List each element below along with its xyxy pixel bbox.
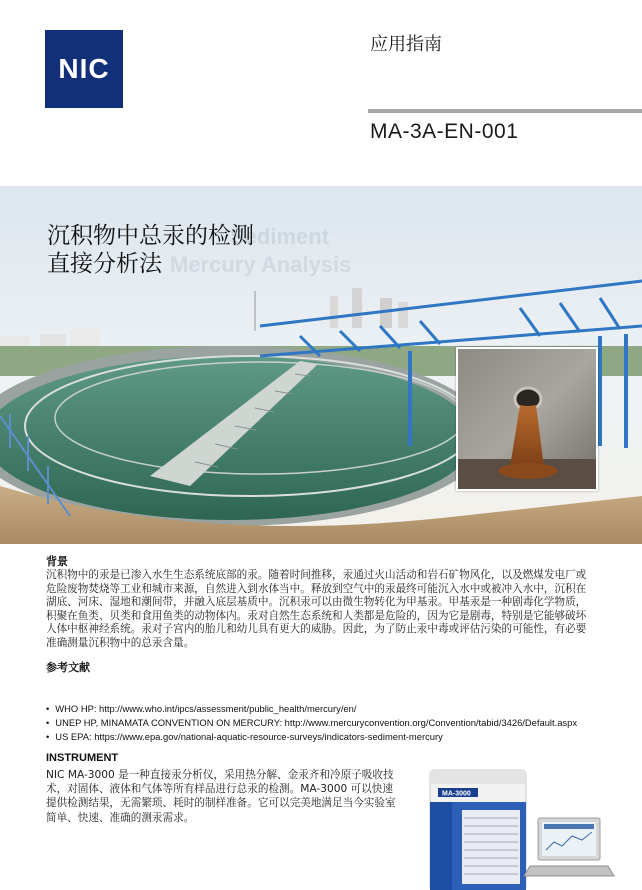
- page-title: [47, 222, 254, 278]
- ma-3000-product-image: [412, 766, 642, 890]
- references-heading: 参考文献: [46, 661, 90, 674]
- reference-item-epa: • US EPA: https://www.epa.gov/national-aquatic-resource-surveys/indicators-sediment-mercury: [46, 730, 606, 744]
- nic-logo: [45, 30, 123, 108]
- background-heading: 背景: [46, 555, 68, 568]
- hero-ghost-title-1: Sediment: [230, 224, 330, 249]
- device-label: MA-3000: [442, 790, 471, 798]
- inset-photo-outflow-pipe: [456, 347, 598, 491]
- document-type-label: 应用指南: [370, 34, 442, 55]
- header-divider: [368, 109, 642, 113]
- instrument-text: NIC MA-3000 是一种直接汞分析仪，采用热分解、金汞齐和冷原子吸收技术，对固体、液体和气体等所有样品进行总汞的检测。MA-3000 可以快速提供检测结果，无需繁琐、耗时的制样准备。它可以完美地满足当今实验室简单、快速、准确的测汞需求。: [46, 769, 396, 824]
- document-code: MA-3A-EN-001: [370, 120, 519, 143]
- page-title-line-2: 直接分析法: [47, 251, 162, 277]
- instrument-heading: INSTRUMENT: [46, 752, 119, 764]
- background-text: 沉积物中的汞是已渗入水生生态系统底部的汞。随着时间推移，汞通过火山活动和岩石矿物风化，以及燃煤发电厂或危险废物焚烧等工业和城市来源，自然进入到水体当中。释放到空气中的汞最终可能沉入水中或被冲入水中，沉积在湖底、河床、湿地和潮间带，并融入底层基质中。沉积汞可以由微生物转化为甲基汞。甲基汞是一种剧毒化学物质，积聚在鱼类、贝类和食用鱼类的动物体内。汞对自然生态系统和人类都是危险的，因为它是剧毒，特别是它能够破坏人体中枢神经系统。汞对子宫内的胎儿和幼儿具有更大的威胁。因此，为了防止汞中毒或评估污染的可能性，有必要准确测量沉积物中的总汞含量。: [46, 569, 587, 649]
- reference-item-who: • WHO HP: http://www.who.int/ipcs/assessment/public_health/mercury/en/: [46, 702, 606, 716]
- logo-text: NIC: [58, 53, 110, 84]
- hero-ghost-title-2: Mercury Analysis: [170, 252, 352, 277]
- references-list: [46, 702, 606, 744]
- page-title-line-1: 沉积物中总汞的检测: [47, 223, 254, 249]
- reference-item-unep: • UNEP HP, MINAMATA CONVENTION ON MERCURY: http://www.mercuryconvention.org/Convention/tabid/3426/Default.aspx: [46, 716, 606, 730]
